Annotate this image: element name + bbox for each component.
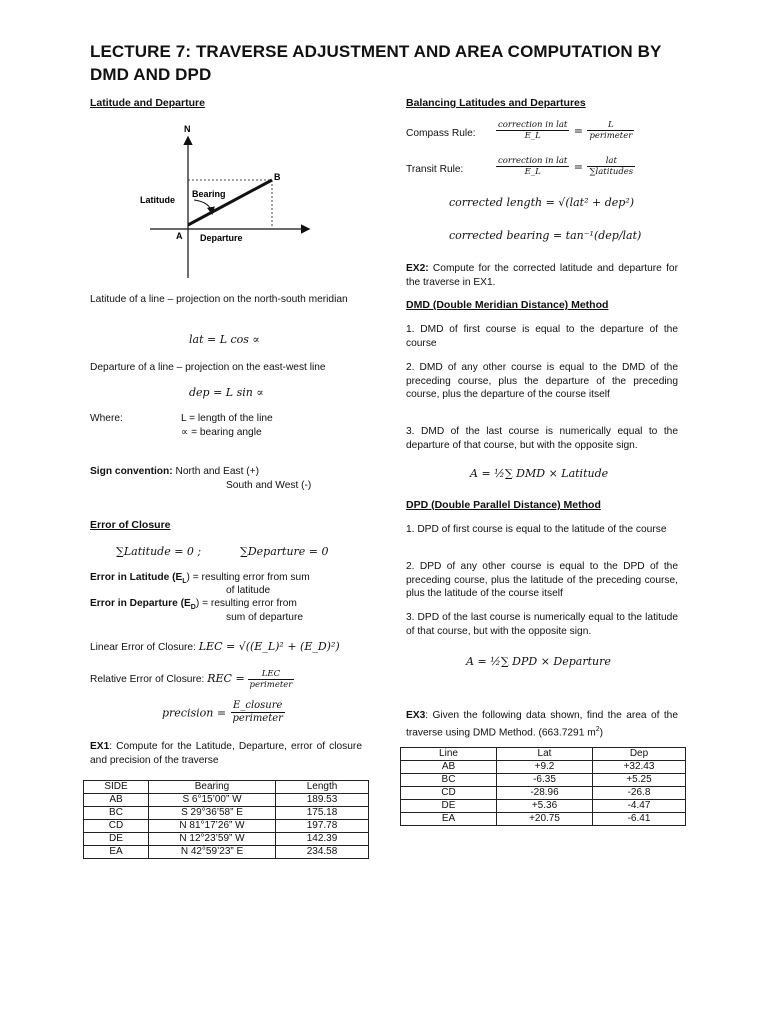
transit-rule-formula: $\frac{\text{correction in lat}}{E\_L}$ = $\frac{\text{lat}}{\text{∑latitudes}}$	[498, 156, 634, 177]
compass-left-fraction	[496, 120, 569, 141]
rec-label: Relative Error of Closure:	[90, 674, 205, 686]
lec-line	[90, 640, 340, 655]
transit-left-numerator: correction in lat	[498, 156, 568, 166]
table-cell: -26.8	[593, 787, 686, 800]
sign-north-east: North and East (+)	[175, 466, 260, 477]
table-row	[401, 774, 686, 787]
sign-convention	[90, 465, 259, 479]
dmd-heading: DMD (Double Meridian Distance) Method	[406, 299, 609, 311]
error-latitude-cont: of latitude	[226, 585, 271, 596]
table-cell: N 81°17’26” W	[149, 820, 276, 833]
rec-fraction	[248, 669, 295, 690]
rec-numerator: LEC	[248, 669, 295, 680]
point-a-label: A	[176, 231, 183, 241]
precision-formula	[162, 700, 285, 725]
table-cell: 189.53	[276, 794, 369, 807]
table-cell: EA	[84, 846, 149, 859]
balancing-heading: Balancing Latitudes and Departures	[406, 97, 586, 109]
table-cell: DE	[84, 833, 149, 846]
dpd-area-formula: A = ½∑ DPD × Departure	[466, 655, 611, 668]
error-latitude-sub: L	[182, 578, 187, 586]
table-cell: S 6°15’00” W	[149, 794, 276, 807]
table-cell: BC	[84, 807, 149, 820]
lec-formula: LEC = √((E_L)² + (E_D)²)	[198, 640, 340, 653]
transit-left-denominator: E_L	[524, 167, 541, 177]
table-cell: CD	[401, 787, 497, 800]
table-header: Dep	[593, 748, 686, 761]
error-of-closure-heading: Error of Closure	[90, 519, 171, 531]
table-row	[84, 794, 369, 807]
table-cell: -6.41	[593, 813, 686, 826]
departure-label: Departure	[200, 233, 243, 243]
point-b-label: B	[274, 172, 281, 182]
north-label: N	[184, 124, 191, 134]
ex2-label: EX2:	[406, 263, 429, 274]
table-cell: +5.25	[593, 774, 686, 787]
table-row	[84, 820, 369, 833]
compass-rule-label: Compass Rule:	[406, 128, 476, 139]
dpd-rule-1: 1. DPD of first course is equal to the latitude of the course	[406, 524, 667, 535]
latitude-definition: Latitude of a line – projection on the north-south meridian	[90, 294, 348, 305]
error-latitude-label: Error in Latitude (E	[90, 572, 183, 583]
rec-lhs: REC =	[207, 672, 245, 686]
table-cell: CD	[84, 820, 149, 833]
table-cell: DE	[401, 800, 497, 813]
table-header: Length	[276, 781, 369, 794]
dmd-area-formula: A = ½∑ DMD × Latitude	[470, 467, 609, 480]
precision-denominator: perimeter	[232, 713, 283, 724]
sign-south-west: South and West (-)	[226, 480, 312, 491]
table-cell: AB	[84, 794, 149, 807]
ex2-body: Compute for the corrected latitude and departure for the traverse in EX1.	[406, 263, 678, 288]
latitude-formula: lat = L cos ∝	[189, 333, 260, 346]
corrected-bearing-formula: corrected bearing = tan⁻¹(dep/lat)	[449, 229, 642, 242]
sum-departure-formula: ∑Departure = 0	[240, 545, 329, 558]
table-cell: +5.36	[497, 800, 593, 813]
compass-left-denominator: E_L	[524, 131, 541, 141]
corrected-length-formula: corrected length = √(lat² + dep²)	[449, 196, 635, 209]
ex1-body: : Compute for the Latitude, Departure, error of closure and precision of the traverse	[90, 741, 362, 766]
precision-fraction	[231, 700, 285, 725]
transit-right-numerator: lat	[587, 156, 635, 167]
precision-numerator: E_closure	[231, 700, 285, 713]
where-length: L = length of the line	[181, 413, 273, 424]
transit-right-fraction	[587, 156, 635, 177]
dmd-rule-2: 2. DMD of any other course is equal to the DMD of the preceding course, plus the departure of the preceding course, plus the departure of the course itself	[406, 362, 678, 400]
latitude-label: Latitude	[140, 195, 175, 205]
table-row	[84, 807, 369, 820]
ex3-label: EX3	[406, 710, 426, 721]
rec-line	[90, 669, 294, 690]
error-departure-label: Error in Departure (E	[90, 598, 191, 609]
table-row	[84, 833, 369, 846]
dpd-rule-2: 2. DPD of any other course is equal to the DPD of the preceding course, plus the latitude of the preceding course, plus the latitude of the course itself	[406, 561, 678, 599]
table-cell: 142.39	[276, 833, 369, 846]
table-cell: EA	[401, 813, 497, 826]
error-latitude-line	[90, 571, 310, 589]
compass-rule-formula: $\frac{\text{correction in lat}}{E\_L}$ = $\frac{L}{\text{perimeter}}$	[498, 120, 633, 141]
table-cell: -4.47	[593, 800, 686, 813]
rec-denominator: perimeter	[249, 680, 293, 690]
sum-latitude-formula: ∑Latitude = 0 ;	[116, 545, 202, 558]
table-cell: 175.18	[276, 807, 369, 820]
transit-rule-label: Transit Rule:	[406, 164, 464, 175]
error-departure-cont: sum of departure	[226, 612, 304, 623]
table-cell: -6.35	[497, 774, 593, 787]
ex2-text	[406, 262, 678, 289]
page-title: LECTURE 7: TRAVERSE ADJUSTMENT AND AREA COMPUTATION BY DMD AND DPD	[90, 42, 662, 84]
departure-definition: Departure of a line – projection on the east-west line	[90, 362, 326, 373]
table-cell: AB	[401, 761, 497, 774]
ex1-text	[90, 740, 362, 767]
table-row	[401, 787, 686, 800]
dmd-rule-3: 3. DMD of the last course is numerically equal to the departure of that course, but with the opposite sign.	[406, 426, 678, 451]
table-header: Lat	[497, 748, 593, 761]
table-row	[401, 761, 686, 774]
table-cell: 234.58	[276, 846, 369, 859]
table-header: Bearing	[149, 781, 276, 794]
ex3-table	[400, 747, 686, 826]
error-departure-rest: ) = resulting error from	[195, 598, 297, 609]
table-header-row	[401, 748, 686, 761]
table-cell: -28.96	[497, 787, 593, 800]
sign-convention-label: Sign convention:	[90, 466, 173, 477]
ex3-text	[406, 709, 678, 739]
compass-right-denominator: perimeter	[589, 131, 633, 141]
departure-formula: dep = L sin ∝	[189, 386, 264, 399]
table-cell: N 42°59’23” E	[149, 846, 276, 859]
table-cell: N 12°23’59” W	[149, 833, 276, 846]
compass-left-numerator: correction in lat	[498, 120, 568, 130]
ex3-superscript: 2	[595, 725, 600, 733]
precision-lhs: precision =	[162, 706, 227, 720]
latitude-departure-heading: Latitude and Departure	[90, 97, 205, 109]
compass-right-fraction	[587, 120, 634, 141]
ex3-body: : Given the following data shown, find the area of the traverse using DMD Method. (663.7291 m	[406, 710, 678, 738]
dpd-rule-3: 3. DPD of the last course is numerically equal to the latitude of that course, but with the opposite sign.	[406, 612, 678, 637]
table-cell: +9.2	[497, 761, 593, 774]
table-header: Line	[401, 748, 497, 761]
table-header: SIDE	[84, 781, 149, 794]
where-bearing: ∝ = bearing angle	[181, 427, 262, 438]
latitude-departure-diagram	[130, 118, 320, 278]
error-departure-sub: D	[190, 604, 196, 612]
table-row	[401, 813, 686, 826]
compass-right-numerator: L	[587, 120, 634, 131]
ex1-table	[83, 780, 369, 859]
ex3-end: )	[599, 726, 603, 738]
bearing-label: Bearing	[192, 189, 226, 199]
dmd-rule-1: 1. DMD of first course is equal to the departure of the course	[406, 324, 678, 349]
ex1-label: EX1	[90, 741, 110, 752]
error-latitude-rest: ) = resulting error from sum	[186, 572, 310, 583]
line-ab	[188, 180, 272, 225]
where-label: Where:	[90, 413, 123, 424]
table-cell: 197.78	[276, 820, 369, 833]
lec-label: Linear Error of Closure:	[90, 642, 196, 653]
transit-right-denominator: ∑latitudes	[589, 167, 634, 177]
table-cell: S 29°36’58” E	[149, 807, 276, 820]
dpd-heading: DPD (Double Parallel Distance) Method	[406, 499, 601, 511]
table-cell: +32.43	[593, 761, 686, 774]
table-header-row	[84, 781, 369, 794]
bearing-arc	[194, 200, 212, 213]
table-row	[84, 846, 369, 859]
transit-left-fraction	[496, 156, 569, 177]
table-cell: +20.75	[497, 813, 593, 826]
table-row	[401, 800, 686, 813]
table-cell: BC	[401, 774, 497, 787]
